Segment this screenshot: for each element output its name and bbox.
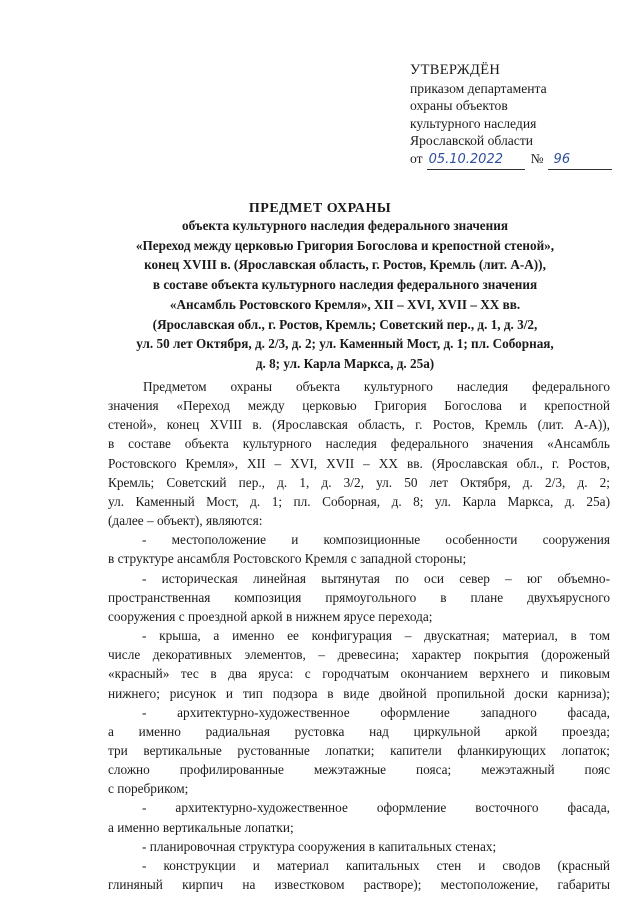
- number-label: №: [530, 150, 544, 166]
- approval-number: 96: [548, 151, 612, 170]
- body-line: с поребриком;: [108, 781, 189, 797]
- body-line: а именно вертикальные лопатки;: [108, 819, 294, 835]
- body-line: ул. Каменный Мост, д. 1; пл. Соборная, д. 8; ул. Карла Маркса, д. 25а): [108, 493, 610, 509]
- approval-heading: УТВЕРЖДЁН: [410, 62, 501, 78]
- subtitle-line: «Ансамбль Ростовского Кремля», XII – XVI, XVII – XX вв.: [169, 296, 521, 312]
- body-line: Предметом охраны объекта культурного наследия федерального: [143, 379, 610, 394]
- subtitle-line: объекта культурного наследия федерального значения: [182, 218, 508, 233]
- subtitle-line: д. 8; ул. Карла Маркса, д. 25а): [255, 355, 435, 371]
- body-line: пространственная композиция прямоугольного в плане двухъярусного: [108, 589, 610, 605]
- approval-block: [410, 62, 625, 170]
- approval-date-number-line: [410, 150, 625, 170]
- subtitle-line: «Переход между церковью Григория Богослова и крепостной стеной»,: [135, 237, 555, 253]
- approval-line-1: приказом департамента: [410, 80, 547, 96]
- document-title: ПРЕДМЕТ ОХРАНЫ: [248, 201, 392, 216]
- body-line: «красный» тес в два яруса: с городчатым окончанием верхнего и пиковым: [108, 666, 610, 682]
- approval-line-2: охраны объектов: [410, 98, 508, 114]
- from-label: от: [410, 150, 423, 166]
- subtitle-line: конец XVIII в. (Ярославская область, г. Ростов, Кремль (лит. А-А)),: [144, 257, 546, 273]
- body-line: значения «Переход между церковью Григория Богослова и крепостной: [108, 398, 610, 414]
- body-line: - планировочная структура сооружения в капитальных стенах;: [142, 838, 497, 854]
- approval-line-3: культурного наследия: [410, 115, 537, 131]
- body-line: сложно профилированные межэтажные пояса; межэтажный пояс: [108, 762, 610, 778]
- subtitle-line: (Ярославская обл., г. Ростов, Кремль; Советский пер., д. 1, д. 3/2,: [152, 316, 538, 332]
- subtitle-line: в составе объекта культурного наследия федерального значения: [152, 277, 538, 293]
- subtitle-line: ул. 50 лет Октября, д. 2/3, д. 2; ул. Каменный Мост, д. 1; пл. Соборная,: [136, 336, 554, 352]
- body-line: - архитектурно-художественное оформление западного фасада,: [142, 704, 610, 720]
- document-body: [108, 377, 610, 894]
- body-line: - конструкции и материал капитальных стен и сводов (красный: [142, 857, 610, 873]
- body-line: сооружения с проездной аркой в нижнем ярусе перехода;: [108, 608, 433, 624]
- body-line: глиняный кирпич на известковом растворе); местоположение, габариты: [108, 877, 610, 893]
- body-line: в составе объекта культурного наследия федерального значения «Ансамбль: [108, 436, 610, 452]
- body-line: стеной», конец XVIII в. (Ярославская область, г. Ростов, Кремль (лит. А-А)),: [108, 417, 610, 433]
- body-line: - крыша, а именно ее конфигурация – двускатная; материал, в том: [142, 628, 610, 644]
- document-subtitle: [95, 216, 595, 374]
- body-line: в структуре ансамбля Ростовского Кремля с западной стороны;: [108, 551, 467, 567]
- body-line: - местоположение и композиционные особенности сооружения: [142, 532, 610, 548]
- approval-date: 05.10.2022: [427, 151, 525, 170]
- body-line: (далее – объект), являются:: [108, 513, 263, 529]
- approval-line-4: Ярославской области: [410, 133, 534, 149]
- body-line: - архитектурно-художественное оформление восточного фасада,: [142, 800, 610, 816]
- body-line: - историческая линейная вытянутая по оси север – юг объемно-: [142, 570, 610, 586]
- body-line: а именно радиальная рустовка над циркульной аркой проезда;: [108, 723, 610, 739]
- body-line: нижнего; рисунок и тип подзора в виде двойной пропильной доски карниза);: [108, 685, 610, 701]
- body-line: числе декоративных элементов, – древесина; характер покрытия (дороженый: [108, 647, 610, 663]
- body-line: Ростовского Кремля», XII – XVI, XVII – XX вв. (Ярославская обл., г. Ростов,: [108, 455, 610, 471]
- body-line: Кремль; Советский пер., д. 1, д. 3/2, ул. 50 лет Октября, д. 2/3, д. 2;: [108, 474, 610, 490]
- body-line: три вертикальные рустованные лопатки; капители фланкирующих лопаток;: [108, 742, 610, 758]
